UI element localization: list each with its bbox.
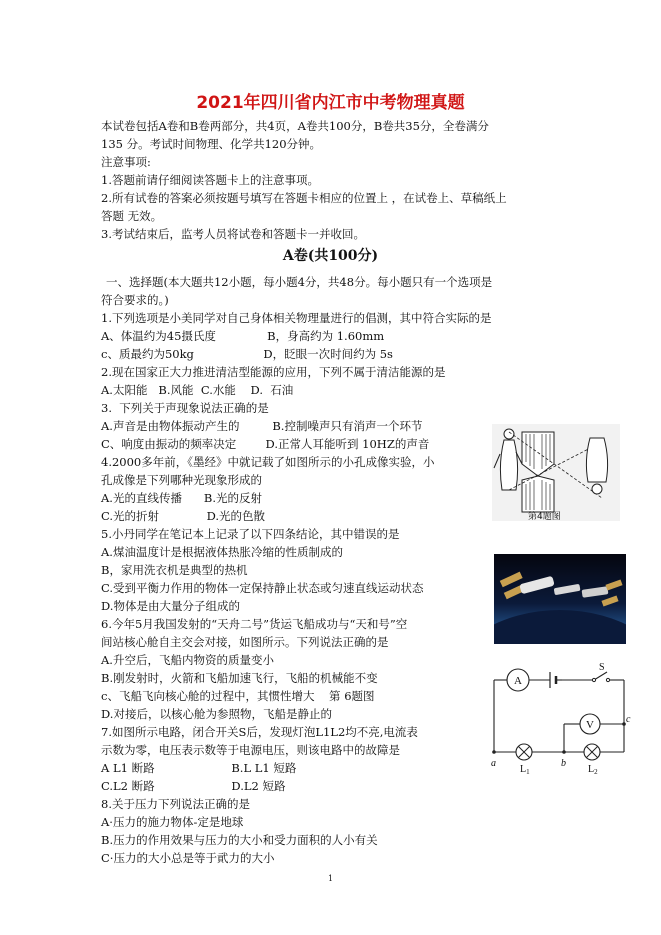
switch-icon [592, 662, 609, 682]
body-line: 8.关于压力下列说法正确的是 [101, 797, 250, 811]
ammeter-icon [507, 669, 529, 691]
intro-line: 本试卷包括A卷和B卷两部分，共4页，A卷共100分，B卷共35分，全卷满分 [101, 119, 489, 133]
body-line: 7.如图所示电路，闭合开关S后，发现灯泡L1L2均不亮,电流表 [101, 725, 418, 739]
body-line: 2.现在国家正大力推进清洁型能源的应用，下列不属于清洁能源的是 [101, 365, 446, 379]
body-line: B.压力的作用效果与压力的大小和受力面积的人小有关 [101, 833, 378, 847]
ammeter-label: A [514, 675, 522, 687]
body-line: 示数为零，电压表示数等于电源电压，则该电路中的故障是 [101, 743, 400, 757]
lamp-l2-icon [584, 744, 600, 760]
body-line: A.光的直线传播 B.光的反射 [101, 491, 262, 505]
body-line: 5.小丹同学在笔记本上记录了以下四条结论，其中错误的是 [101, 527, 400, 541]
body-line: B，家用洗衣机是典型的热机 [101, 563, 248, 577]
body-line: 1.下列选项是小美同学对自己身体相关物理量进行的倡测，其中符合实际的是 [101, 311, 492, 325]
intro-line: 3.考试结束后，监考人员将试卷和答题卡一并收回。 [101, 227, 365, 241]
voltmeter-icon [580, 714, 600, 734]
body-line: A·压力的施力物体-定是地球 [101, 815, 244, 829]
body-line: 4.2000多年前，《墨经》中就记载了如图所示的小孔成像实验，小 [101, 455, 435, 469]
body-line: C.光的折射 D.光的色散 [101, 509, 266, 523]
body-line: A、体温约为45摄氏度 B，身高约为 1.60mm [101, 329, 385, 343]
section-title: A卷(共100分) [282, 248, 379, 264]
lamp-l1-icon [516, 744, 532, 760]
body-line: 间站核心舱自主交会对接，如图所示。下列说法正确的是 [101, 635, 389, 649]
node-b-label: b [561, 758, 566, 769]
body-line: C·压力的大小总是等于貮力的大小 [101, 851, 275, 865]
intro-line: 答题 无效。 [101, 209, 163, 223]
body-line: 符合要求的。) [101, 293, 169, 307]
body-line: A.升空后，飞船内物资的质量变小 [101, 653, 274, 667]
intro-line: 1.答题前请仔细阅读答题卡上的注意事项。 [101, 173, 319, 187]
body-line: A L1 断路 B.L L1 短路 [101, 761, 297, 775]
battery-icon [550, 672, 562, 688]
body-line: A.声音是由物体振动产生的 B.控制噪声只有消声一个环节 [101, 419, 423, 433]
intro-line: 2.所有试卷的答案必须按题号填写在答题卡相应的位置上 ，在试卷上、草稿纸上 [101, 191, 507, 205]
body-line: 孔成像是下列哪种光现象形成的 [101, 473, 262, 487]
body-line: B.刚发射时，火箭和飞船加速飞行，飞船的机械能不变 [101, 671, 378, 685]
lamp-l2-label: $L_2$ [588, 764, 598, 776]
node-a-label: a [491, 758, 496, 769]
body-line: D.对接后，以核心舱为参照物，飞船是静止的 [101, 707, 332, 721]
node-c-label: c [626, 714, 631, 725]
body-line: c、质最约为50kg D，眨眼一次时间约为 5s [101, 347, 393, 361]
page-title: 2021年四川省内江市中考物理真题 [196, 93, 465, 113]
node-a-dot [492, 750, 496, 754]
spacecraft-docking-figure [494, 554, 626, 644]
switch-label: S [599, 662, 605, 673]
body-line: C.L2 断路 D.L2 短路 [101, 779, 286, 793]
body-line: c、飞船飞向核心舱的过程中，其惯性增大 第 6题图 [101, 689, 375, 703]
body-line: A.太阳能 B.风能 C.水能 D. 石油 [101, 383, 294, 397]
body-line: C.受到平衡力作用的物体一定保持静止状态或匀速直线运动状态 [101, 581, 424, 595]
body-line: 一、选择题(本大题共12小题，每小题4分，共48分。每小题只有一个选项是 [106, 275, 493, 289]
intro-line: 135 分。考试时间物理、化学共120分钟。 [101, 137, 322, 151]
figure-4-caption: 第4题图 [528, 512, 561, 521]
lamp-l1-label: $L_1$ [520, 764, 530, 776]
pinhole-imaging-figure [492, 424, 620, 521]
body-line: 6.今年5月我国发射的“天舟二号”货运飞船成功与“天和号”空 [101, 617, 408, 631]
body-line: C、响度由振动的频率决定 D.正常人耳能听到 10HZ的声音 [101, 437, 430, 451]
body-line: D.物体是由大量分子组成的 [101, 599, 240, 613]
voltmeter-label: V [586, 719, 594, 731]
node-b-dot [562, 750, 566, 754]
page-number: 1 [327, 874, 334, 883]
circuit-diagram [486, 660, 636, 780]
intro-line: 注意事项: [101, 155, 151, 169]
body-line: 3. 下列关于声现象说法正确的是 [101, 401, 269, 415]
body-line: A.煤油温度计是根据液体热胀冷缩的性质制成的 [101, 545, 343, 559]
